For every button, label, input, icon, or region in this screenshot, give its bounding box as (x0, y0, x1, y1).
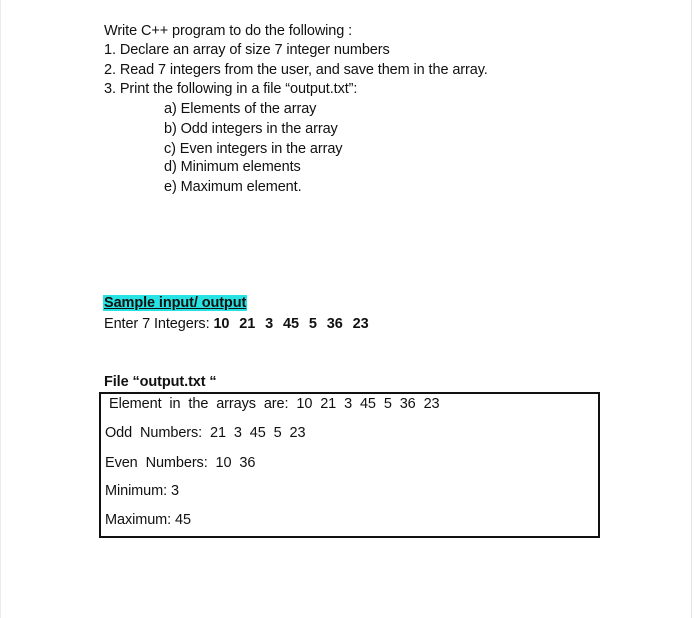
output-line-minimum: Minimum: 3 (105, 483, 179, 499)
sub-item-c: c) Even integers in the array (164, 141, 343, 157)
question-step-1: 1. Declare an array of size 7 integer numbers (104, 42, 390, 58)
question-intro: Write C++ program to do the following : (104, 23, 353, 39)
output-line-elements: Element in the arrays are: 10 21 3 45 5 36 23 (109, 396, 440, 412)
sub-item-a: a) Elements of the array (164, 101, 317, 117)
sample-input-values: 10 21 3 45 5 36 23 (213, 316, 369, 332)
sub-item-e: e) Maximum element. (164, 179, 302, 195)
output-line-maximum: Maximum: 45 (105, 512, 191, 528)
sub-item-d: d) Minimum elements (164, 159, 301, 175)
sample-prompt-label: Enter 7 Integers: (104, 316, 210, 332)
output-line-even: Even Numbers: 10 36 (105, 455, 256, 471)
output-line-odd: Odd Numbers: 21 3 45 5 23 (105, 425, 306, 441)
output-file-box (99, 392, 600, 538)
sub-item-b: b) Odd integers in the array (164, 121, 338, 137)
page-left-edge (0, 0, 1, 618)
question-step-2: 2. Read 7 integers from the user, and save them in the array. (104, 62, 488, 78)
sample-heading: Sample input/ output (104, 295, 247, 311)
sample-input-line (104, 315, 369, 334)
page-right-edge (691, 0, 692, 618)
file-heading: File “output.txt “ (104, 374, 217, 390)
question-step-3: 3. Print the following in a file “output.txt”: (104, 81, 358, 97)
sample-heading-line (103, 294, 247, 313)
